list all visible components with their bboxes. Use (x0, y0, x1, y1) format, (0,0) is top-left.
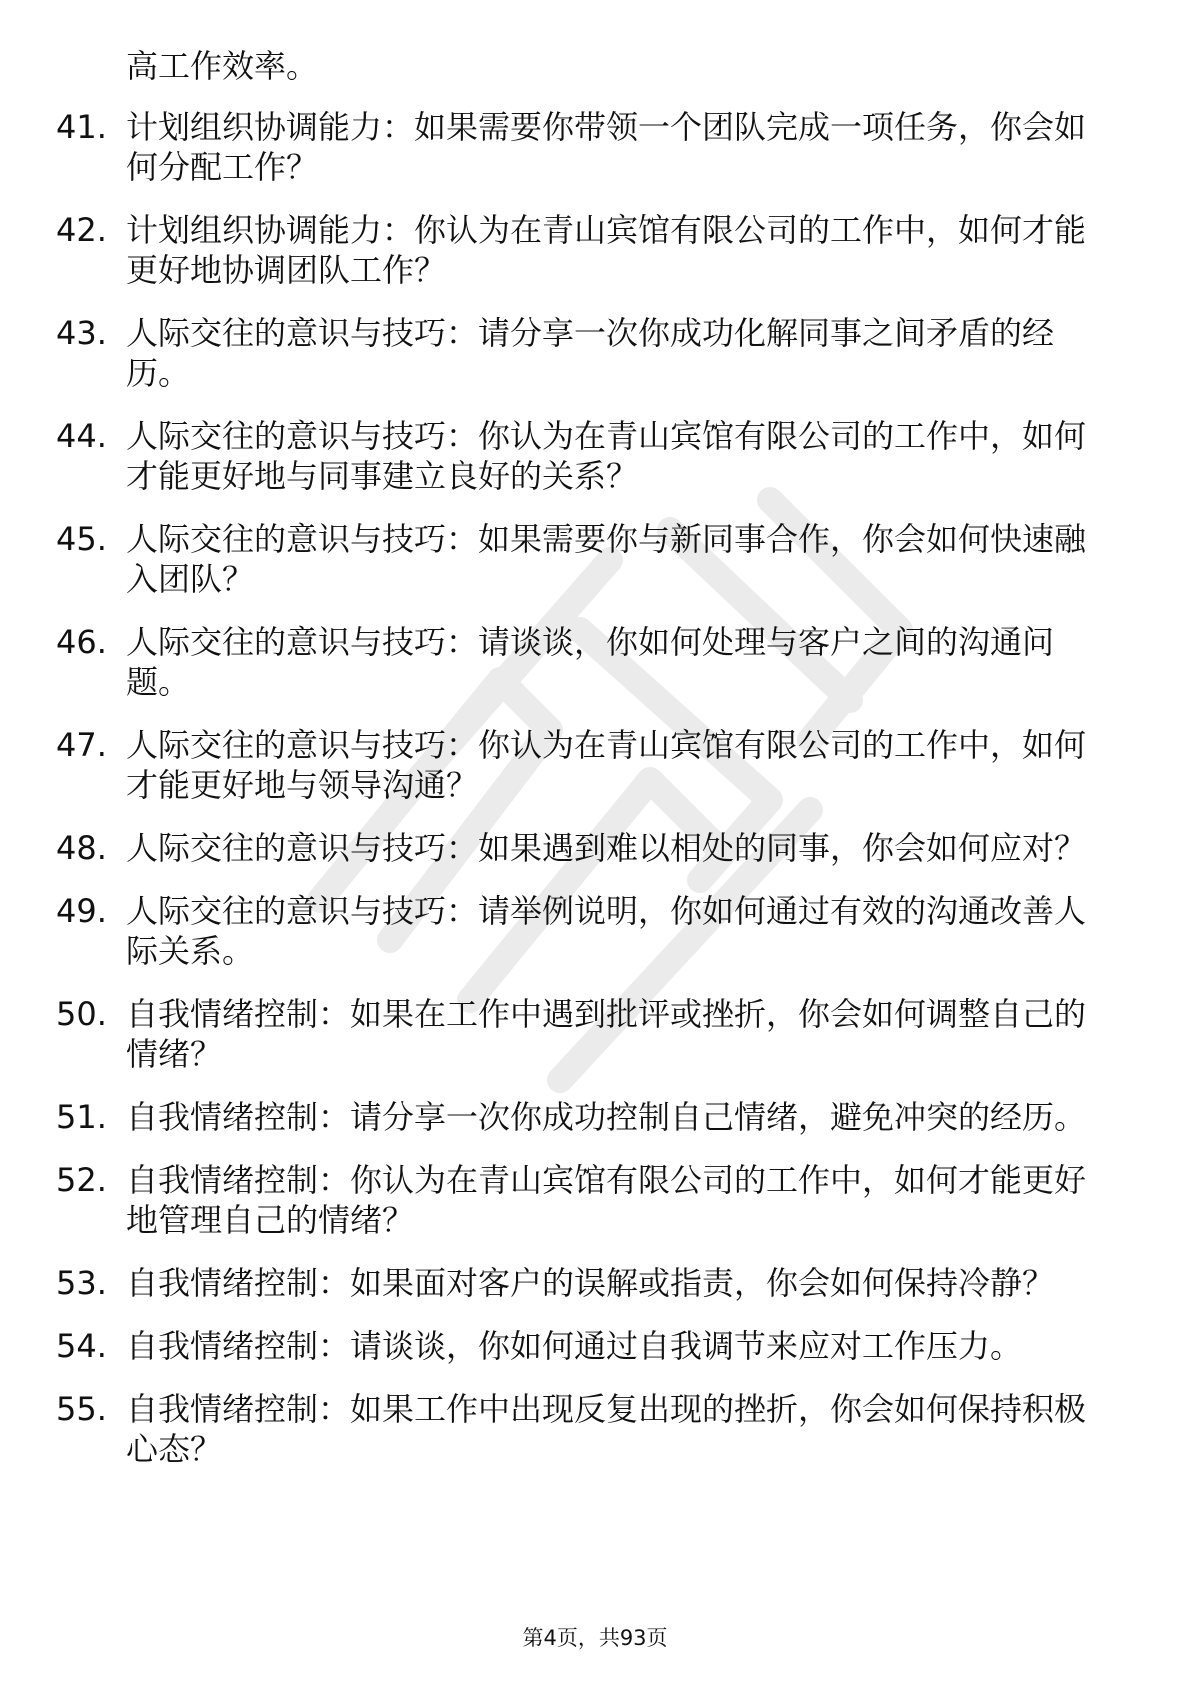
question-number: 45. (56, 520, 107, 558)
question-number: 52. (56, 1161, 107, 1199)
question-text: 自我情绪控制：如果在工作中遇到批评或挫折，你会如何调整自己的情绪？ (126, 995, 1087, 1073)
question-text: 自我情绪控制：如果工作中出现反复出现的挫折，你会如何保持积极心态？ (126, 1390, 1087, 1468)
question-number: 43. (56, 314, 107, 352)
question-text: 人际交往的意识与技巧：如果需要你与新同事合作，你会如何快速融入团队？ (126, 520, 1087, 598)
question-text: 计划组织协调能力：你认为在青山宾馆有限公司的工作中，如何才能更好地协调团队工作？ (126, 211, 1087, 289)
question-item (56, 210, 1116, 290)
question-item (56, 828, 1116, 868)
question-number: 49. (56, 892, 107, 930)
question-item (56, 622, 1116, 702)
question-item (56, 416, 1116, 496)
question-number: 42. (56, 211, 107, 249)
question-item (56, 1160, 1116, 1240)
question-item (56, 725, 1116, 805)
question-text: 自我情绪控制：请谈谈，你如何通过自我调节来应对工作压力。 (126, 1327, 1023, 1365)
question-text: 人际交往的意识与技巧：你认为在青山宾馆有限公司的工作中，如何才能更好地与领导沟通？ (126, 726, 1087, 804)
question-text: 自我情绪控制：如果面对客户的误解或指责，你会如何保持冷静？ (126, 1264, 1055, 1302)
question-item (56, 1389, 1116, 1469)
question-item (56, 1326, 1116, 1366)
question-number: 47. (56, 726, 107, 764)
question-text: 人际交往的意识与技巧：请谈谈，你如何处理与客户之间的沟通问题。 (126, 623, 1055, 701)
question-text: 人际交往的意识与技巧：如果遇到难以相处的同事，你会如何应对？ (126, 829, 1087, 867)
question-number: 48. (56, 829, 107, 867)
question-item (56, 891, 1116, 971)
question-number: 44. (56, 417, 107, 455)
question-number: 53. (56, 1264, 107, 1302)
page-footer: 第4页，共93页 (522, 1626, 668, 1650)
question-text: 计划组织协调能力：如果需要你带领一个团队完成一项任务，你会如何分配工作？ (126, 108, 1087, 186)
question-item (56, 107, 1116, 187)
question-number: 41. (56, 108, 107, 146)
question-item (56, 994, 1116, 1074)
question-number: 54. (56, 1327, 107, 1365)
question-number: 55. (56, 1390, 107, 1428)
question-text: 自我情绪控制：请分享一次你成功控制自己情绪，避免冲突的经历。 (126, 1098, 1087, 1136)
question-item (56, 1263, 1116, 1303)
question-text: 人际交往的意识与技巧：请举例说明，你如何通过有效的沟通改善人际关系。 (126, 892, 1087, 970)
question-item (56, 519, 1116, 599)
question-text: 人际交往的意识与技巧：你认为在青山宾馆有限公司的工作中，如何才能更好地与同事建立良好的关系？ (126, 417, 1087, 495)
question-number: 50. (56, 995, 107, 1033)
question-text: 人际交往的意识与技巧：请分享一次你成功化解同事之间矛盾的经历。 (126, 314, 1055, 392)
question-text: 自我情绪控制：你认为在青山宾馆有限公司的工作中，如何才能更好地管理自己的情绪？ (126, 1161, 1087, 1239)
question-item (56, 313, 1116, 393)
question-list (56, 46, 1116, 1492)
continuation-text: 高工作效率。 (126, 47, 319, 85)
question-item (56, 1097, 1116, 1137)
question-number: 46. (56, 623, 107, 661)
question-number: 51. (56, 1098, 107, 1136)
